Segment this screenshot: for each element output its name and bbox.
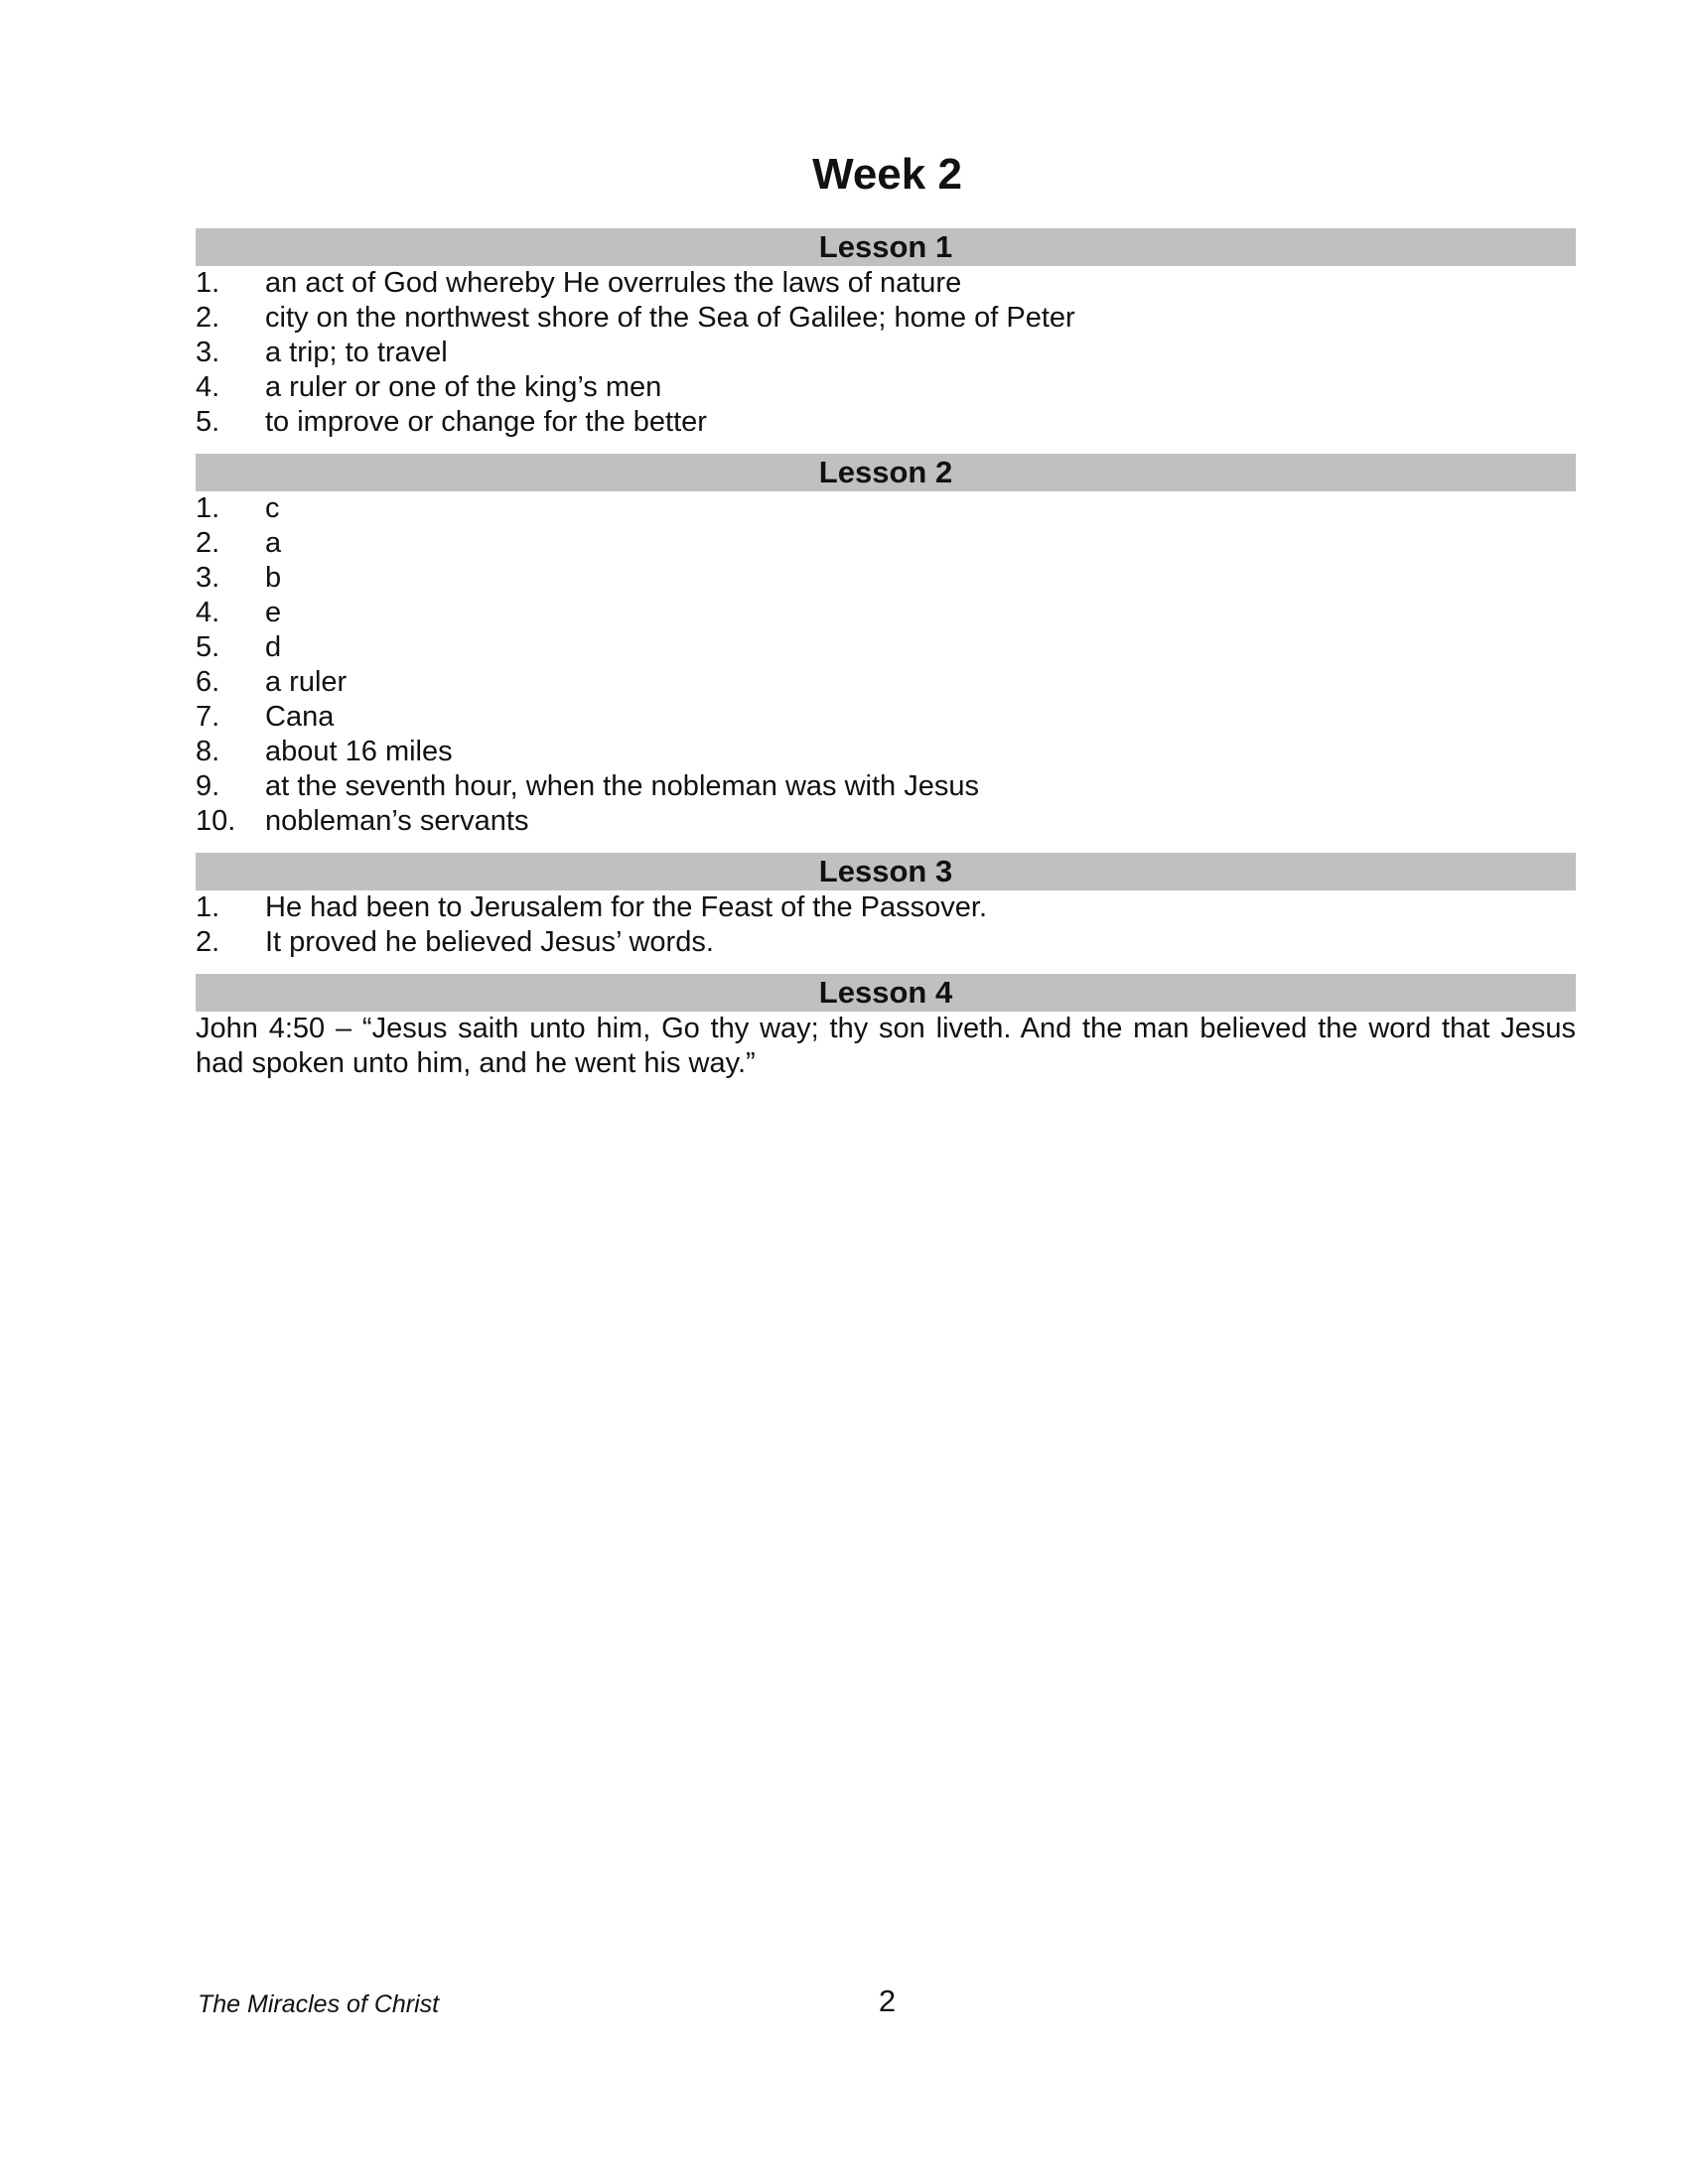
- lesson-3-section: [196, 853, 1576, 960]
- item-text: d: [265, 631, 282, 663]
- list-item: [196, 630, 1576, 665]
- lesson-2-header: Lesson 2: [196, 454, 1576, 491]
- list-item: [196, 301, 1576, 336]
- page-number: 2: [878, 1983, 897, 2018]
- item-number: 1.: [196, 267, 220, 299]
- list-item: [196, 665, 1576, 700]
- list-item: [196, 491, 1576, 526]
- item-number: 4.: [196, 597, 220, 628]
- item-number: 5.: [196, 406, 220, 438]
- item-number: 2.: [196, 527, 220, 559]
- list-item: [196, 526, 1576, 561]
- list-item: [196, 405, 1576, 440]
- list-item: [196, 735, 1576, 769]
- item-number: 4.: [196, 371, 220, 403]
- list-item: [196, 769, 1576, 804]
- list-item: [196, 925, 1576, 960]
- item-text: a trip; to travel: [265, 337, 448, 368]
- page-title: Week 2: [812, 150, 962, 199]
- list-item: [196, 700, 1576, 735]
- lesson-1-header: Lesson 1: [196, 228, 1576, 266]
- lesson-3-answers: [196, 890, 1576, 960]
- lesson-2-answers: [196, 491, 1576, 839]
- item-text: an act of God whereby He overrules the laws of nature: [265, 267, 962, 299]
- item-text: e: [265, 597, 282, 628]
- footer-book-title: The Miracles of Christ: [198, 1990, 440, 2018]
- item-number: 10.: [196, 805, 236, 837]
- list-item: [196, 890, 1576, 925]
- item-text: city on the northwest shore of the Sea of Galilee; home of Peter: [265, 302, 1075, 334]
- item-number: 1.: [196, 891, 220, 923]
- item-text: about 16 miles: [265, 736, 453, 767]
- scripture-verse: John 4:50 – “Jesus saith unto him, Go thy way; thy son liveth. And the man believed the word that Jesus had spoken unto him, and he went his way.”: [196, 1013, 1576, 1079]
- item-number: 3.: [196, 562, 220, 594]
- item-text: at the seventh hour, when the nobleman was with Jesus: [265, 770, 979, 802]
- item-number: 6.: [196, 666, 220, 698]
- list-item: [196, 804, 1576, 839]
- item-text: a: [265, 527, 282, 559]
- list-item: [196, 336, 1576, 370]
- item-number: 8.: [196, 736, 220, 767]
- list-item: [196, 596, 1576, 630]
- item-number: 5.: [196, 631, 220, 663]
- list-item: [196, 266, 1576, 301]
- item-text: to improve or change for the better: [265, 406, 707, 438]
- lesson-4-section: [196, 974, 1576, 1081]
- list-item: [196, 370, 1576, 405]
- item-number: 1.: [196, 492, 220, 524]
- item-text: a ruler or one of the king’s men: [265, 371, 662, 403]
- item-text: c: [265, 492, 280, 524]
- item-number: 3.: [196, 337, 220, 368]
- item-number: 2.: [196, 302, 220, 334]
- item-number: 9.: [196, 770, 220, 802]
- lesson-3-header: Lesson 3: [196, 853, 1576, 890]
- list-item: [196, 561, 1576, 596]
- lesson-1-answers: [196, 266, 1576, 440]
- item-text: a ruler: [265, 666, 348, 698]
- item-text: b: [265, 562, 282, 594]
- lesson-2-section: [196, 454, 1576, 839]
- item-text: He had been to Jerusalem for the Feast of the Passover.: [265, 891, 988, 923]
- lesson-1-section: [196, 228, 1576, 440]
- lesson-4-header: Lesson 4: [196, 974, 1576, 1012]
- item-text: Cana: [265, 701, 335, 733]
- item-number: 2.: [196, 926, 220, 958]
- item-text: nobleman’s servants: [265, 805, 529, 837]
- answer-key: [196, 228, 1576, 1095]
- item-number: 7.: [196, 701, 220, 733]
- item-text: It proved he believed Jesus’ words.: [265, 926, 714, 958]
